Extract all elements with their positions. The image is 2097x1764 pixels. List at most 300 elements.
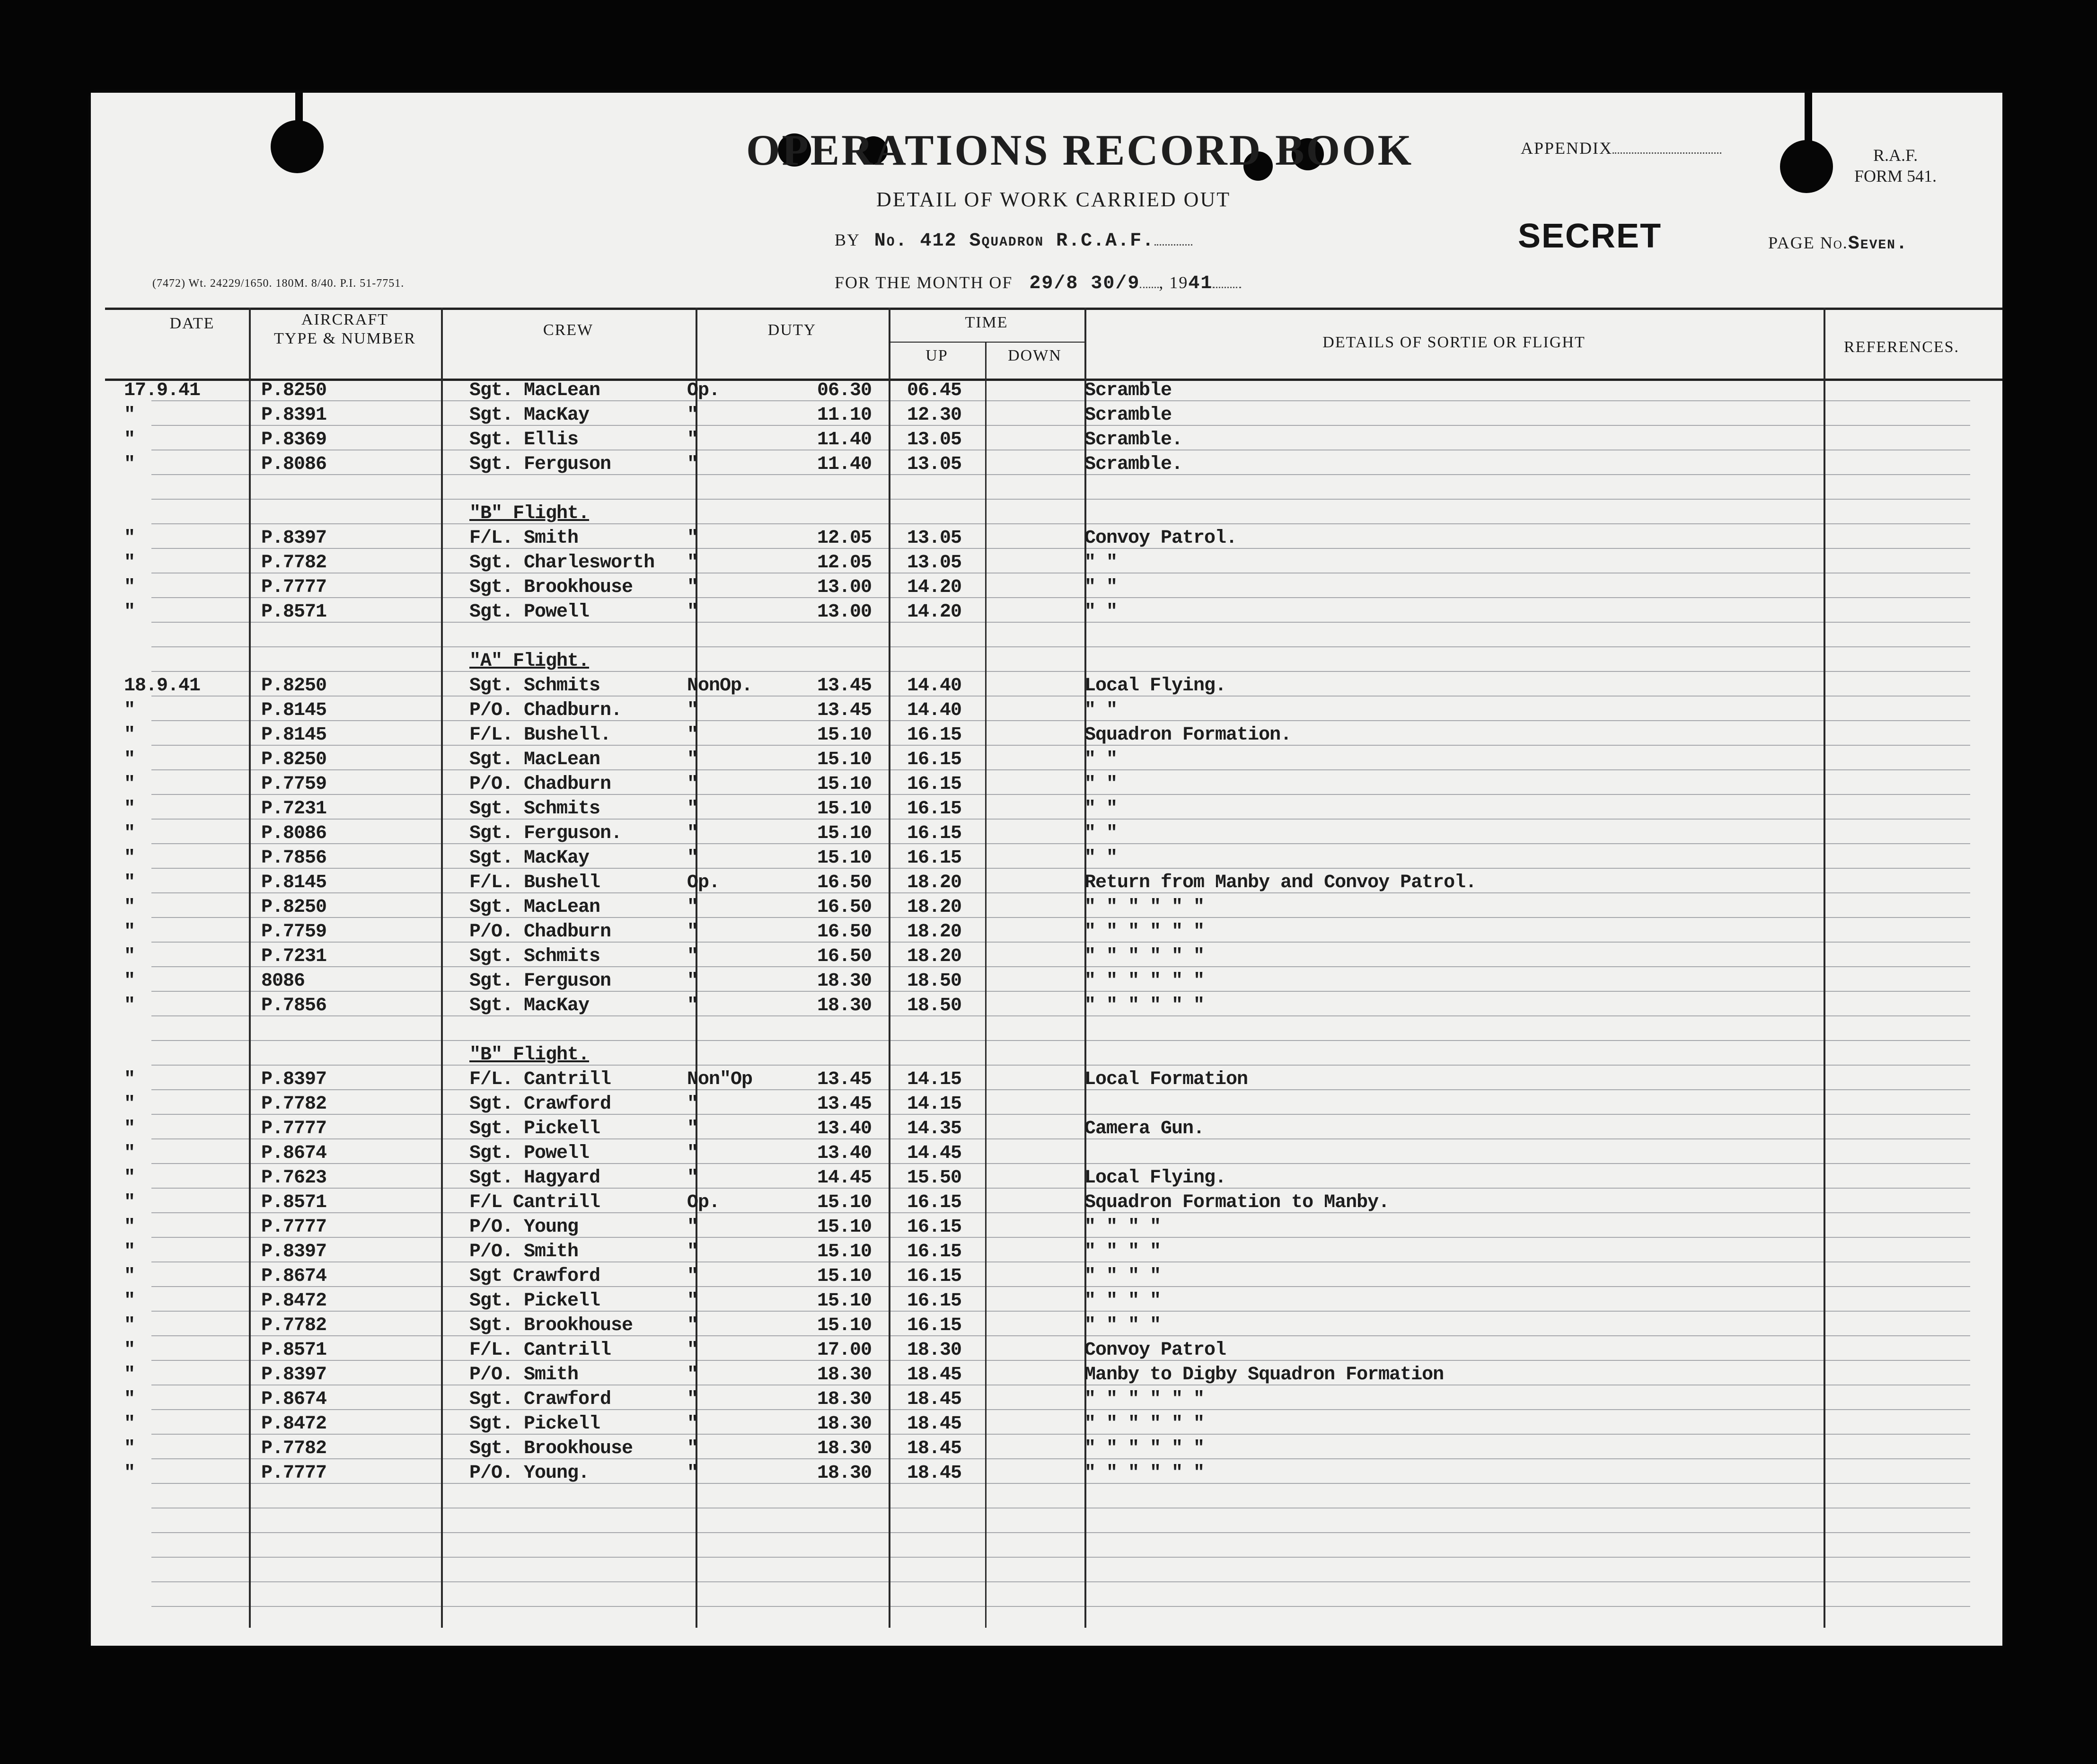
row-time-up: 15.10 — [817, 724, 872, 746]
row-crew: P/O. Chadburn — [469, 774, 611, 795]
row-duty: " — [687, 454, 698, 475]
row-date: " — [124, 847, 135, 869]
raf-form-number — [1854, 145, 1937, 186]
row-crew: Sgt. MacLean — [469, 380, 600, 401]
row-crew: Sgt. Ellis — [469, 429, 579, 450]
row-time-down: 16.15 — [907, 724, 962, 746]
row-crew: P/O. Smith — [469, 1364, 579, 1385]
row-time-up: 11.10 — [817, 405, 872, 426]
row-aircraft: P.8674 — [261, 1143, 327, 1164]
row-details: Return from Manby and Convoy Patrol. — [1084, 872, 1477, 893]
row-details: Local Flying. — [1084, 675, 1226, 697]
table-row — [91, 379, 2002, 403]
binding-strip-right — [1805, 93, 1812, 145]
row-aircraft: P.8571 — [261, 1340, 327, 1361]
row-time-up: 13.45 — [817, 1094, 872, 1115]
row-time-up: 15.10 — [817, 823, 872, 844]
row-time-up: 06.30 — [817, 380, 872, 401]
row-time-down: 14.40 — [907, 675, 962, 697]
row-crew: Sgt. Charlesworth — [469, 552, 655, 573]
row-time-down: 16.15 — [907, 1241, 962, 1262]
row-aircraft: P.7231 — [261, 946, 327, 967]
row-date: " — [124, 1118, 135, 1139]
row-time-down: 16.15 — [907, 823, 962, 844]
row-details: " " " " — [1084, 1290, 1161, 1312]
row-crew: Sgt. Powell — [469, 601, 590, 623]
row-crew: F/L. Bushell. — [469, 724, 611, 746]
row-crew: Sgt. MacKay — [469, 995, 590, 1016]
row-duty: " — [687, 601, 698, 623]
table-row — [91, 1437, 2002, 1461]
row-date: " — [124, 798, 135, 820]
row-details: " " " " " " — [1084, 1463, 1205, 1484]
row-crew: P/O. Young — [469, 1217, 579, 1238]
month-field — [835, 273, 1241, 294]
row-time-down: 14.20 — [907, 577, 962, 598]
row-details: Scramble. — [1084, 454, 1183, 475]
row-crew: Sgt. Brookhouse — [469, 1315, 633, 1336]
row-duty: " — [687, 823, 698, 844]
row-aircraft: P.8369 — [261, 429, 327, 450]
row-time-down: 14.45 — [907, 1143, 962, 1164]
col-header-aircraft-line2: TYPE & NUMBER — [274, 330, 416, 347]
row-date: 18.9.41 — [124, 675, 201, 697]
row-details: Local Formation — [1084, 1069, 1248, 1090]
row-aircraft: P.8250 — [261, 749, 327, 770]
row-date: " — [124, 921, 135, 943]
row-aircraft: P.7759 — [261, 921, 327, 943]
col-header-down: DOWN — [1008, 347, 1062, 364]
row-time-up: 18.30 — [817, 1413, 872, 1435]
flight-heading-row — [91, 502, 2002, 526]
row-date: " — [124, 872, 135, 893]
row-date: " — [124, 528, 135, 549]
row-duty: " — [687, 1167, 698, 1189]
row-crew: "B" Flight. — [469, 1044, 590, 1066]
row-details: " " " " " " — [1084, 921, 1205, 943]
row-date: " — [124, 1217, 135, 1238]
row-date: " — [124, 1364, 135, 1385]
row-time-up: 15.10 — [817, 1315, 872, 1336]
row-aircraft: P.8472 — [261, 1413, 327, 1435]
by-label: BY — [835, 230, 860, 249]
row-time-up: 18.30 — [817, 1389, 872, 1410]
col-header-references: REFERENCES. — [1844, 338, 1959, 356]
row-details: Convoy Patrol. — [1084, 528, 1237, 549]
row-crew: F/L. Bushell — [469, 872, 600, 893]
row-duty: Non"Op — [687, 1069, 753, 1090]
table-row — [91, 1461, 2002, 1486]
table-row — [91, 1215, 2002, 1240]
row-aircraft: P.7623 — [261, 1167, 327, 1189]
row-time-down: 14.35 — [907, 1118, 962, 1139]
row-time-down: 06.45 — [907, 380, 962, 401]
row-date: 17.9.41 — [124, 380, 201, 401]
year-prefix: , 19 — [1159, 273, 1189, 292]
table-row — [91, 1240, 2002, 1264]
col-header-crew: CREW — [543, 321, 594, 339]
time-subheader-rule — [889, 342, 1084, 343]
table-row — [91, 1289, 2002, 1314]
row-details: " " " " " " — [1084, 946, 1205, 967]
row-time-down: 16.15 — [907, 1266, 962, 1287]
row-time-up: 13.00 — [817, 601, 872, 623]
row-time-down: 16.15 — [907, 774, 962, 795]
row-duty: " — [687, 724, 698, 746]
table-row — [91, 1191, 2002, 1215]
row-crew: Sgt. Hagyard — [469, 1167, 600, 1189]
table-row — [91, 1314, 2002, 1338]
row-aircraft: P.7782 — [261, 1438, 327, 1459]
row-duty: " — [687, 970, 698, 992]
table-row — [91, 403, 2002, 428]
col-header-aircraft — [249, 310, 441, 348]
col-header-date: DATE — [169, 315, 215, 332]
table-row — [91, 871, 2002, 895]
row-time-down: 13.05 — [907, 528, 962, 549]
table-row — [91, 1117, 2002, 1141]
row-time-up: 17.00 — [817, 1340, 872, 1361]
row-date: " — [124, 897, 135, 918]
row-details: " " — [1084, 749, 1118, 770]
row-time-up: 11.40 — [817, 429, 872, 450]
row-aircraft: P.8397 — [261, 1364, 327, 1385]
row-crew: F/L Cantrill — [469, 1192, 600, 1213]
row-duty: " — [687, 798, 698, 820]
row-details: " " — [1084, 577, 1118, 598]
row-aircraft: P.7782 — [261, 552, 327, 573]
row-aircraft: P.8250 — [261, 380, 327, 401]
row-duty: Op. — [687, 872, 720, 893]
row-date: " — [124, 552, 135, 573]
row-date: " — [124, 1241, 135, 1262]
row-crew: Sgt. MacKay — [469, 405, 590, 426]
row-duty: " — [687, 1217, 698, 1238]
row-aircraft: P.7777 — [261, 1118, 327, 1139]
row-date: " — [124, 1315, 135, 1336]
row-time-up: 16.50 — [817, 921, 872, 943]
row-aircraft: P.8674 — [261, 1389, 327, 1410]
row-duty: " — [687, 1241, 698, 1262]
row-aircraft: P.8397 — [261, 1069, 327, 1090]
row-time-up: 11.40 — [817, 454, 872, 475]
print-code: (7472) Wt. 24229/1650. 180M. 8/40. P.I. 51-7751. — [152, 277, 405, 290]
row-date: " — [124, 454, 135, 475]
row-details: " " " " — [1084, 1217, 1161, 1238]
row-crew: Sgt. MacLean — [469, 897, 600, 918]
row-details: " " — [1084, 823, 1118, 844]
punch-hole-right — [1780, 140, 1833, 193]
table-row — [91, 969, 2002, 994]
row-time-up: 15.10 — [817, 1266, 872, 1287]
row-date: " — [124, 429, 135, 450]
row-crew: Sgt. Pickell — [469, 1290, 600, 1312]
row-date: " — [124, 1266, 135, 1287]
page-label: PAGE No. — [1768, 233, 1848, 252]
page-number-field — [1768, 233, 1908, 255]
row-date: " — [124, 1463, 135, 1484]
row-time-down: 13.05 — [907, 454, 962, 475]
table-row — [91, 1067, 2002, 1092]
row-aircraft: P.7777 — [261, 577, 327, 598]
row-duty: " — [687, 700, 698, 721]
form-number: FORM 541. — [1854, 167, 1937, 185]
row-date: " — [124, 970, 135, 992]
col-header-up: UP — [925, 347, 948, 364]
row-details: " " — [1084, 847, 1118, 869]
row-crew: Sgt. Schmits — [469, 946, 600, 967]
row-aircraft: P.8145 — [261, 724, 327, 746]
row-time-up: 12.05 — [817, 552, 872, 573]
flight-heading-row — [91, 649, 2002, 674]
table-row — [91, 428, 2002, 452]
row-time-up: 13.45 — [817, 1069, 872, 1090]
row-time-down: 12.30 — [907, 405, 962, 426]
row-details: " " " " " " — [1084, 897, 1205, 918]
row-time-up: 18.30 — [817, 970, 872, 992]
row-duty: " — [687, 749, 698, 770]
row-duty: " — [687, 429, 698, 450]
row-time-down: 18.20 — [907, 921, 962, 943]
row-details: " " " " — [1084, 1241, 1161, 1262]
row-time-up: 15.10 — [817, 1241, 872, 1262]
table-row — [91, 600, 2002, 625]
form-subtitle: DETAIL OF WORK CARRIED OUT — [876, 188, 1231, 211]
row-aircraft: P.8391 — [261, 405, 327, 426]
row-details: Manby to Digby Squadron Formation — [1084, 1364, 1444, 1385]
row-duty: " — [687, 405, 698, 426]
row-time-down: 18.50 — [907, 995, 962, 1016]
row-crew: Sgt. Schmits — [469, 798, 600, 820]
row-time-up: 18.30 — [817, 1463, 872, 1484]
row-details: " " " " " " — [1084, 1389, 1205, 1410]
row-time-down: 16.15 — [907, 749, 962, 770]
row-time-down: 14.20 — [907, 601, 962, 623]
row-time-down: 14.40 — [907, 700, 962, 721]
row-time-down: 18.45 — [907, 1364, 962, 1385]
row-date: " — [124, 1069, 135, 1090]
row-time-down: 18.20 — [907, 897, 962, 918]
row-crew: Sgt. Pickell — [469, 1118, 600, 1139]
row-time-up: 16.50 — [817, 872, 872, 893]
row-date: " — [124, 1143, 135, 1164]
row-time-down: 16.15 — [907, 1217, 962, 1238]
table-row — [91, 698, 2002, 723]
table-row — [91, 994, 2002, 1018]
row-crew: F/L. Cantrill — [469, 1069, 611, 1090]
row-aircraft: P.8086 — [261, 823, 327, 844]
row-crew: F/L. Cantrill — [469, 1340, 611, 1361]
row-time-up: 15.10 — [817, 1290, 872, 1312]
row-aircraft: P.7231 — [261, 798, 327, 820]
table-row — [91, 1018, 2002, 1043]
row-duty: " — [687, 1389, 698, 1410]
row-details: Scramble — [1084, 405, 1172, 426]
row-duty: " — [687, 1340, 698, 1361]
row-time-up: 15.10 — [817, 1192, 872, 1213]
row-aircraft: P.8145 — [261, 872, 327, 893]
row-time-up: 16.50 — [817, 946, 872, 967]
row-time-down: 14.15 — [907, 1069, 962, 1090]
row-time-down: 18.30 — [907, 1340, 962, 1361]
row-crew: Sgt. Schmits — [469, 675, 600, 697]
row-date: " — [124, 700, 135, 721]
row-crew: Sgt. Crawford — [469, 1389, 611, 1410]
row-duty: " — [687, 1290, 698, 1312]
ruled-line — [151, 1532, 1970, 1533]
row-aircraft: P.8250 — [261, 897, 327, 918]
row-date: " — [124, 1340, 135, 1361]
row-details: " " " " — [1084, 1315, 1161, 1336]
row-details: Local Flying. — [1084, 1167, 1226, 1189]
row-details: Camera Gun. — [1084, 1118, 1205, 1139]
row-crew: P/O. Young. — [469, 1463, 590, 1484]
row-time-down: 18.45 — [907, 1463, 962, 1484]
row-details: " " " " " " — [1084, 1413, 1205, 1435]
row-time-up: 13.40 — [817, 1118, 872, 1139]
row-crew: Sgt. Pickell — [469, 1413, 600, 1435]
row-duty: " — [687, 921, 698, 943]
row-aircraft: P.8086 — [261, 454, 327, 475]
row-crew: Sgt. Ferguson. — [469, 823, 622, 844]
row-date: " — [124, 1094, 135, 1115]
row-crew: Sgt. MacKay — [469, 847, 590, 869]
col-header-duty: DUTY — [767, 321, 817, 339]
row-aircraft: P.8472 — [261, 1290, 327, 1312]
row-details: " " " " — [1084, 1266, 1161, 1287]
row-duty: " — [687, 1143, 698, 1164]
row-crew: Sgt. Ferguson — [469, 454, 611, 475]
row-aircraft: P.7777 — [261, 1217, 327, 1238]
month-label: FOR THE MONTH OF — [835, 273, 1013, 292]
row-time-up: 12.05 — [817, 528, 872, 549]
row-details: Squadron Formation to Manby. — [1084, 1192, 1390, 1213]
row-crew: Sgt. MacLean — [469, 749, 600, 770]
table-row — [91, 920, 2002, 944]
row-crew: Sgt. Powell — [469, 1143, 590, 1164]
row-duty: " — [687, 1094, 698, 1115]
row-time-down: 16.15 — [907, 798, 962, 820]
row-aircraft: P.8571 — [261, 1192, 327, 1213]
row-time-down: 16.15 — [907, 1290, 962, 1312]
row-aircraft: P.7777 — [261, 1463, 327, 1484]
table-row — [91, 821, 2002, 846]
row-date: " — [124, 1413, 135, 1435]
ruled-line — [151, 1557, 1970, 1558]
row-time-down: 14.15 — [907, 1094, 962, 1115]
row-duty: " — [687, 847, 698, 869]
row-time-down: 18.45 — [907, 1413, 962, 1435]
row-time-up: 18.30 — [817, 995, 872, 1016]
row-duty: " — [687, 1438, 698, 1459]
row-duty: " — [687, 528, 698, 549]
row-aircraft: P.7856 — [261, 847, 327, 869]
row-time-down: 13.05 — [907, 552, 962, 573]
table-row — [91, 477, 2002, 502]
table-row — [91, 748, 2002, 772]
row-details: Scramble. — [1084, 429, 1183, 450]
table-row — [91, 1264, 2002, 1289]
row-time-down: 18.20 — [907, 946, 962, 967]
row-duty: " — [687, 774, 698, 795]
form-title: OPERATIONS RECORD BOOK — [746, 126, 1414, 174]
table-row — [91, 1092, 2002, 1117]
row-crew: "A" Flight. — [469, 651, 590, 672]
row-aircraft: P.7856 — [261, 995, 327, 1016]
col-header-time: TIME — [965, 314, 1008, 331]
row-aircraft: P.8571 — [261, 601, 327, 623]
table-row — [91, 575, 2002, 600]
row-details: " " " " " " — [1084, 995, 1205, 1016]
table-row — [91, 772, 2002, 797]
row-aircraft: P.8250 — [261, 675, 327, 697]
table-row — [91, 846, 2002, 871]
row-duty: " — [687, 1118, 698, 1139]
row-time-down: 18.45 — [907, 1438, 962, 1459]
row-duty: " — [687, 1266, 698, 1287]
row-date: " — [124, 946, 135, 967]
squadron-name: No. 412 Squadron R.C.A.F. — [874, 230, 1155, 252]
header-top-rule — [105, 308, 2002, 310]
row-time-down: 18.20 — [907, 872, 962, 893]
table-row — [91, 625, 2002, 649]
row-date: " — [124, 823, 135, 844]
row-aircraft: P.7759 — [261, 774, 327, 795]
row-date: " — [124, 774, 135, 795]
row-time-down: 16.15 — [907, 1192, 962, 1213]
table-row — [91, 723, 2002, 748]
row-time-up: 18.30 — [817, 1364, 872, 1385]
row-time-up: 14.45 — [817, 1167, 872, 1189]
row-details: " " — [1084, 798, 1118, 820]
table-row — [91, 895, 2002, 920]
row-details: Convoy Patrol — [1084, 1340, 1226, 1361]
appendix-label: APPENDIX — [1521, 139, 1613, 158]
row-date: " — [124, 577, 135, 598]
row-date: " — [124, 749, 135, 770]
row-date: " — [124, 1438, 135, 1459]
row-duty: Op. — [687, 1192, 720, 1213]
row-date: " — [124, 601, 135, 623]
row-time-up: 15.10 — [817, 847, 872, 869]
col-header-details: DETAILS OF SORTIE OR FLIGHT — [1322, 334, 1586, 351]
row-details: " " " " " " — [1084, 1438, 1205, 1459]
row-duty: " — [687, 946, 698, 967]
row-time-up: 13.45 — [817, 700, 872, 721]
row-aircraft: P.8397 — [261, 528, 327, 549]
table-row — [91, 526, 2002, 551]
punch-hole-left — [271, 120, 324, 173]
row-duty: " — [687, 1315, 698, 1336]
form-sheet — [91, 93, 2002, 1646]
row-details: " " — [1084, 774, 1118, 795]
row-crew: "B" Flight. — [469, 503, 590, 524]
row-date: " — [124, 1192, 135, 1213]
row-duty: " — [687, 1463, 698, 1484]
row-time-up: 13.40 — [817, 1143, 872, 1164]
row-aircraft: P.7782 — [261, 1094, 327, 1115]
row-aircraft: P.8145 — [261, 700, 327, 721]
row-duty: " — [687, 552, 698, 573]
row-details: Squadron Formation. — [1084, 724, 1292, 746]
table-row — [91, 1166, 2002, 1191]
row-crew: Sgt. Crawford — [469, 1094, 611, 1115]
row-duty: " — [687, 1364, 698, 1385]
row-time-up: 15.10 — [817, 774, 872, 795]
row-time-up: 15.10 — [817, 749, 872, 770]
row-details: " " — [1084, 700, 1118, 721]
raf-label: R.A.F. — [1873, 146, 1918, 165]
